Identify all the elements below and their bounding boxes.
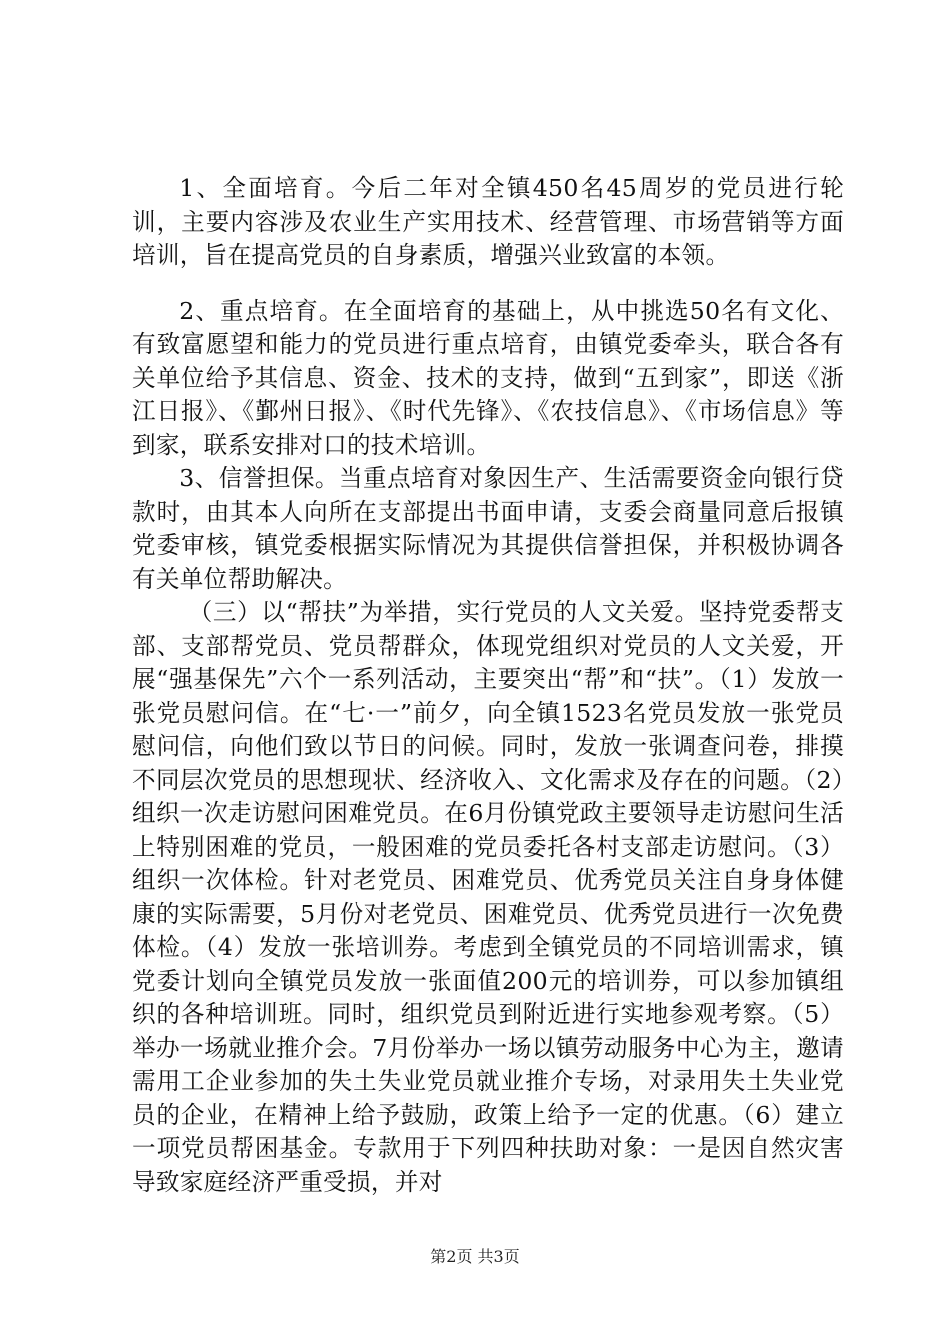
paragraph-credit-guarantee: 3、信誉担保。当重点培育对象因生产、生活需要资金向银行贷款时，由其本人向所在支部提出书面申请，支委会商量同意后报镇党委审核，镇党委根据实际情况为其提供信誉担保，并积极协调各有关单位帮助解决。 bbox=[132, 464, 844, 593]
document-body bbox=[132, 172, 844, 1199]
paragraph-section-three: （三）以“帮扶”为举措，实行党员的人文关爱。坚持党委帮支部、支部帮党员、党员帮群众，体现党组织对党员的人文关爱，开展“强基保先”六个一系列活动，主要突出“帮”和“扶”。（1）发放一张党员慰问信。在“七·一”前夕，向全镇1523名党员发放一张党员慰问信，向他们致以节日的问候。同时，发放一张调查问卷，排摸不同层次党员的思想现状、经济收入、文化需求及存在的问题。（2）组织一次走访慰问困难党员。在6月份镇党政主要领导走访慰问生活上特别困难的党员，一般困难的党员委托各村支部走访慰问。（3）组织一次体检。针对老党员、困难党员、优秀党员关注自身身体健康的实际需要，5月份对老党员、困难党员、优秀党员进行一次免费体检。（4）发放一张培训券。考虑到全镇党员的不同培训需求，镇党委计划向全镇党员发放一张面值200元的培训券，可以参加镇组织的各种培训班。同时，组织党员到附近进行实地参观考察。（5）举办一场就业推介会。7月份举办一场以镇劳动服务中心为主，邀请需用工企业参加的失土失业党员就业推介专场，对录用失土失业党员的企业，在精神上给予鼓励，政策上给予一定的优惠。（6）建立一项党员帮困基金。专款用于下列四种扶助对象：一是因自然灾害导致家庭经济严重受损，并对 bbox=[132, 598, 844, 1196]
page-number-footer: 第2页 共3页 bbox=[430, 1247, 520, 1266]
paragraph-key-training: 2、重点培育。在全面培育的基础上，从中挑选50名有文化、有致富愿望和能力的党员进行重点培育，由镇党委牵头，联合各有关单位给予其信息、资金、技术的支持，做到“五到家”，即送《浙江日报》、《鄞州日报》、《时代先锋》、《农技信息》、《市场信息》等到家，联系安排对口的技术培训。 bbox=[132, 296, 844, 459]
paragraph-comprehensive-training: 1、全面培育。今后二年对全镇450名45周岁的党员进行轮训，主要内容涉及农业生产实用技术、经营管理、市场营销等方面培训，旨在提高党员的自身素质，增强兴业致富的本领。 bbox=[132, 174, 844, 269]
